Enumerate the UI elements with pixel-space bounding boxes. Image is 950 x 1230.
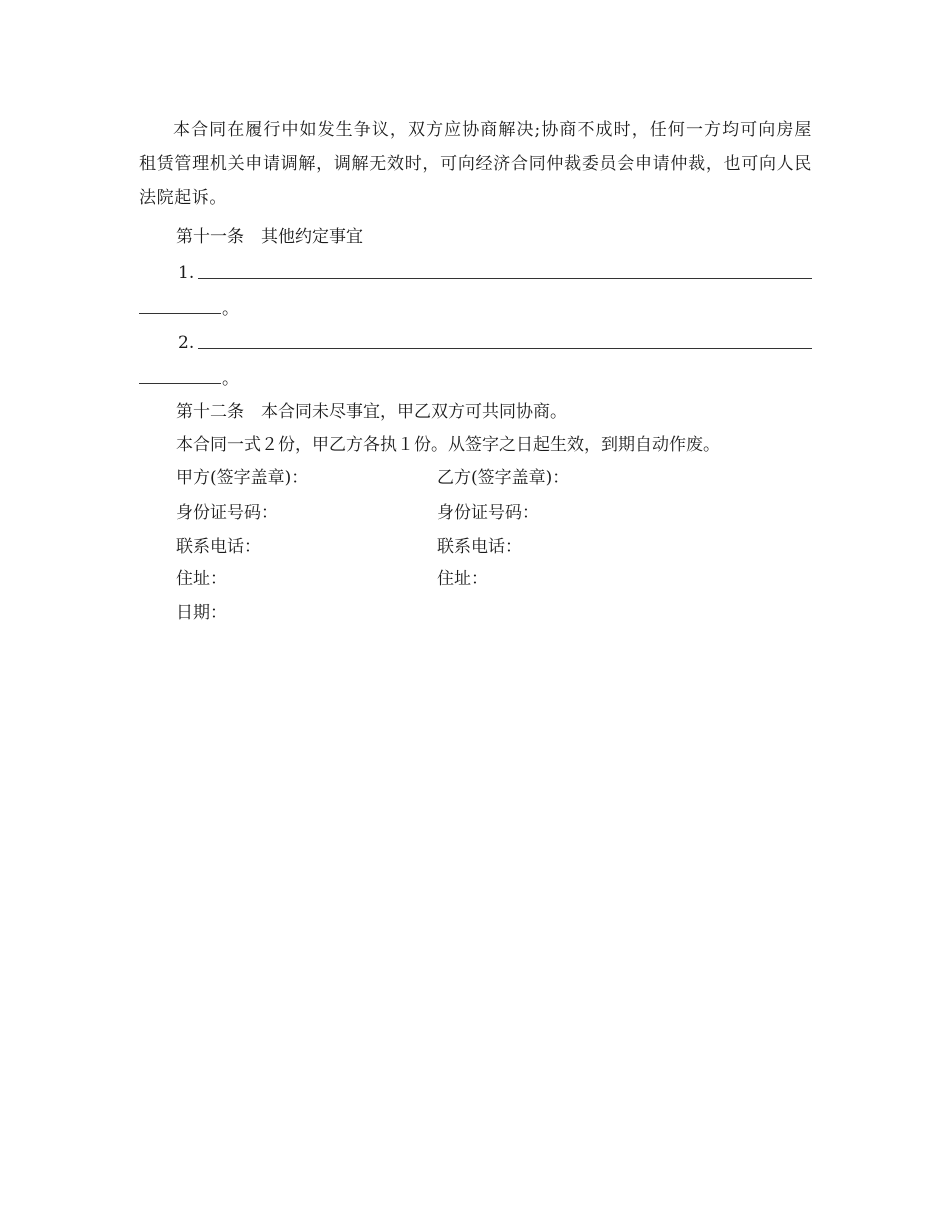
party-a-sign-label: 甲方(签字盖章)：: [176, 468, 309, 488]
party-a-address-label: 住址：: [176, 569, 227, 589]
article-11-item-1-blank-line-continued[interactable]: [139, 313, 221, 314]
dispute-paragraph: 本合同在履行中如发生争议，双方应协商解决;协商不成时，任何一方均可向房屋租赁管理机关申请调解，调解无效时，可向经济合同仲裁委员会申请仲裁，也可向人民法院起诉。: [139, 120, 812, 208]
article-11-heading: 第十一条 其他约定事宜: [176, 227, 363, 247]
article-11-item-2-end-mark: 。: [222, 369, 239, 389]
article-11-item-1-blank-line[interactable]: [198, 278, 812, 279]
article-12-heading: 第十二条 本合同未尽事宜，甲乙双方可共同协商。: [176, 402, 567, 422]
article-11-item-2-blank-line[interactable]: [198, 348, 812, 349]
party-b-phone-label: 联系电话：: [437, 537, 522, 557]
article-11-item-2-number: 2.: [178, 333, 195, 353]
party-a-id-label: 身份证号码：: [176, 503, 278, 523]
article-11-item-1-end-mark: 。: [222, 299, 239, 319]
party-b-address-label: 住址：: [437, 569, 488, 589]
party-a-phone-label: 联系电话：: [176, 537, 261, 557]
party-a-date-label: 日期：: [176, 603, 227, 623]
copies-clause: 本合同一式２份，甲乙方各执１份。从签字之日起生效，到期自动作废。: [176, 435, 720, 455]
article-11-item-1-number: 1.: [178, 263, 195, 283]
party-b-id-label: 身份证号码：: [437, 503, 539, 523]
article-11-item-2-blank-line-continued[interactable]: [139, 383, 221, 384]
party-b-sign-label: 乙方(签字盖章)：: [437, 468, 570, 488]
